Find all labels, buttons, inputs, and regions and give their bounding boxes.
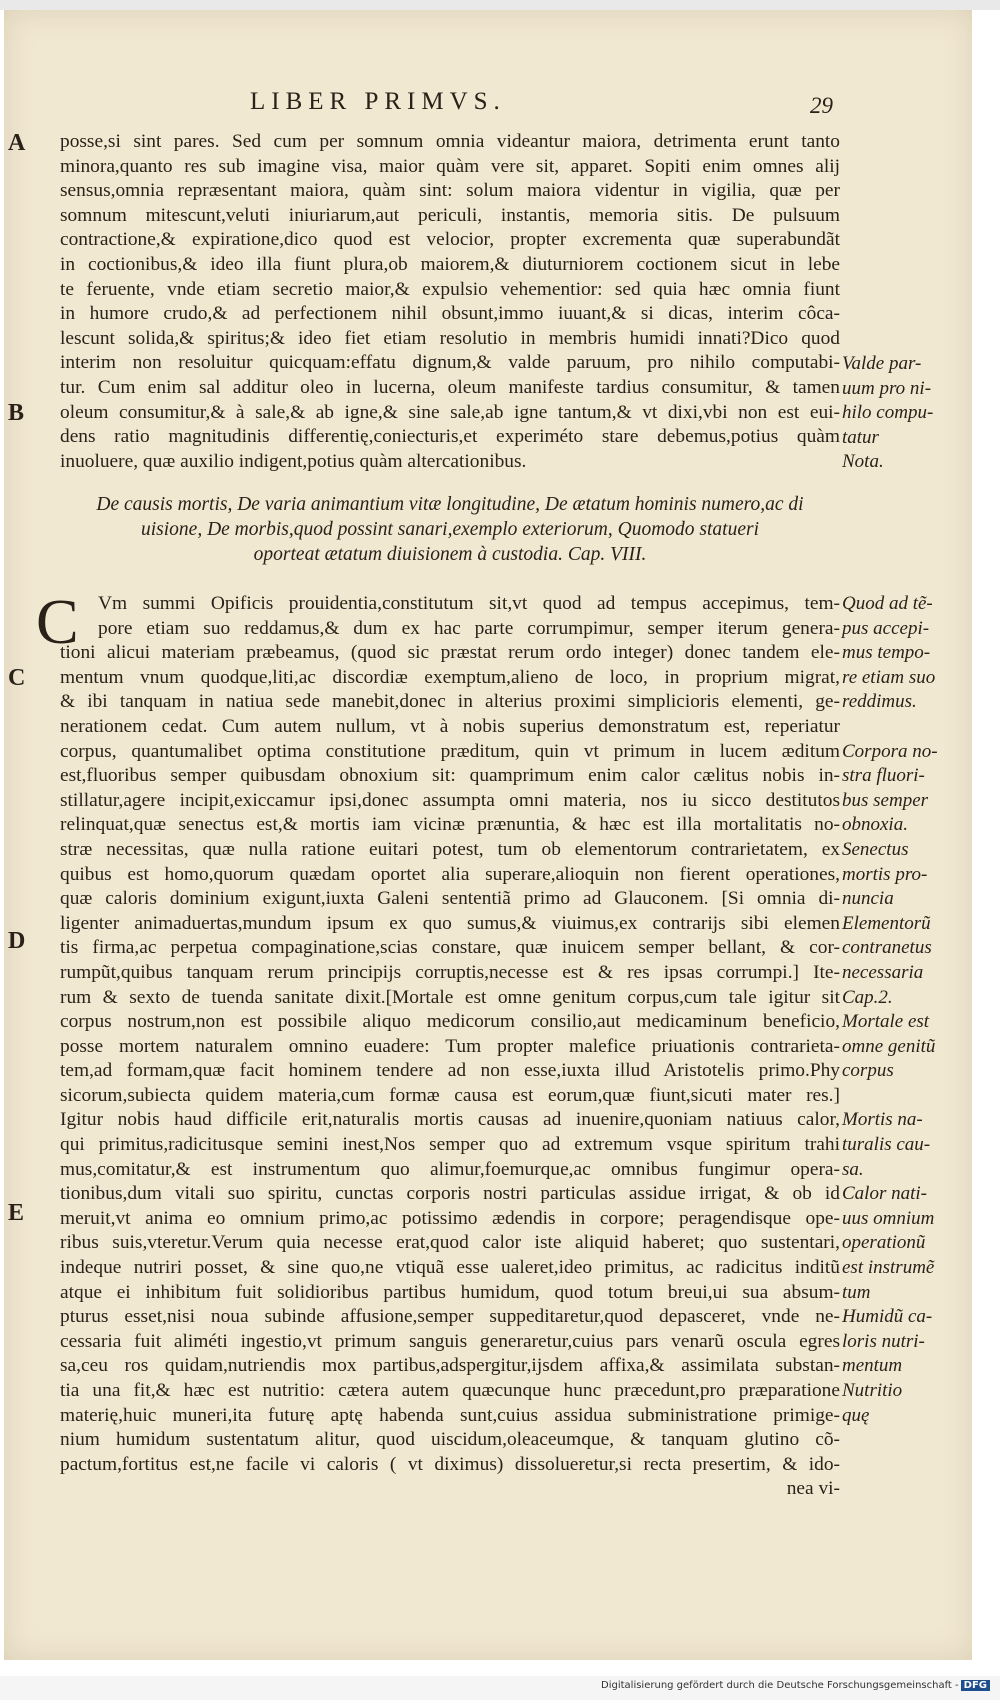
margin-note-line: reddimus. — [842, 691, 917, 713]
text-line: materię,huic muneri,ita futurę aptę habenda sunt,cuius assidua subministratione primige- — [60, 1404, 840, 1426]
section-marker-d: D — [8, 928, 26, 954]
margin-note-line: Cap.2. — [842, 986, 893, 1008]
text-line: inuoluere, quæ auxilio indigent,potius quàm altercationibus. — [60, 450, 527, 472]
margin-note-line: est instrumẽ — [842, 1257, 935, 1279]
text-line: contractione,& expiratione,dico quod est velocior, propter excrementa quæ superabundãt — [60, 229, 840, 251]
text-line: in coctionibus,& ideo illa fiunt plura,ob maiorem,& diuturniorem coctionem sicut in lebe — [60, 253, 840, 275]
text-line: tis firma,ac perpetua compaginatione,scias constare, quæ inuicem semper bellant, & cor- — [60, 937, 840, 959]
margin-note-line: necessaria — [842, 961, 924, 983]
text-line: pactum,fortitus est,ne facile vi caloris ( vt diximus) dissolueretur,si recta presertim, & ido- — [60, 1453, 840, 1475]
heading-line: oporteat ætatum diuisionem à custodia. Cap. VIII. — [253, 544, 647, 565]
margin-note-line: nuncia — [842, 888, 894, 910]
margin-note-line: Mortis na- — [842, 1109, 923, 1131]
text-line: tur. Cum enim sal additur oleo in lucerna, oleum manifeste tardius consumitur, & tamen — [60, 376, 840, 398]
margin-note-line — [842, 715, 967, 740]
margin-note-line: Humidũ ca- — [842, 1306, 933, 1328]
text-line: & ibi tanquam in natiua sede manebit,donec in alterius proximi simplicioris elementi, ge- — [60, 691, 840, 713]
text-line: stræ necessitas, quæ nulla ratione euitari potest, tum ob elementorum contrarietatem, ex — [60, 838, 840, 860]
margin-note-line: uum pro ni- — [842, 377, 932, 399]
text-line: est,fluoribus semper quibusdam obnoxium sit: quamprimum enim calor cælitus nobis in- — [60, 765, 840, 787]
text-line: pore etiam suo reddamus,& dum ex hac parte corrumpimur, semper iterum genera- — [98, 617, 840, 639]
margin-note-line: loris nutri- — [842, 1330, 925, 1352]
page-number: 29 — [810, 93, 833, 118]
text-line: somnum mitescunt,veluti iniuriarum,aut periculi, instantis, memoria sitis. De pulsuum — [60, 204, 840, 226]
margin-note-line: Quod ad tẽ- — [842, 593, 933, 614]
text-line: pturus esset,nisi noua subinde affusione,semper suppeditaretur,quod depasceret, vnde ne- — [60, 1306, 840, 1328]
text-line: sicorum,subiecta quidem materia,cum formæ causa est eorum,quæ fiunt,sicuti mater res.] — [60, 1084, 840, 1106]
section-marker-c: C — [8, 665, 26, 691]
text-line: indeque nutriri posset, & sine quo,ne vtiquã esse ualeret,ideo primitus, ac radicitus inditũ — [60, 1257, 840, 1279]
text-line: minora,quanto res sub imagine visa, maior quàm vere sit, apparet. Sopiti enim omnes alij — [60, 155, 840, 177]
text-line: tionibus,dum vitali suo spiritu, cunctas corporis nostri particulas assidue irrigat, & ob id — [60, 1183, 840, 1205]
page-edge — [972, 10, 1000, 1660]
text-line: Vm summi Opificis prouidentia,constitutum sit,vt quod ad tempus accepimus, tem- — [98, 593, 840, 614]
text-line: lescunt solida,& spiritus;& ideo fiet etiam resolutio in membris humidi innati?Dico quod — [60, 327, 840, 349]
text-line: tioni alicui materiam præbeamus, (quod sic præstat rerum ordo integer) donec tandem ele- — [60, 642, 840, 664]
text-line: qui primitus,radicitusque semini inest,Nos semper quo ad extremum vsque spiritum trahi — [60, 1134, 840, 1156]
text-line: ligenter animaduertas,mundum ipsum ex quo sumus,& viuimus,ex contrarijs sibi elemen — [60, 912, 840, 934]
margin-note-line: Valde par- — [842, 353, 922, 374]
margin-note-line: obnoxia. — [842, 814, 908, 836]
text-line: interim non resoluitur quicquam:effatu dignum,& valde paruum, pro nihilo computabi- — [60, 352, 840, 374]
text-line: rum & sexto de tuenda sanitate dixit.[Mortale est omne genitum corpus,cum tale igitur sit — [60, 986, 840, 1008]
margin-note-line: operationũ — [842, 1232, 926, 1254]
text-line: tia una fit,& hæc est nutritio: cætera autem quæcunque hunc præcedunt,pro præparatione — [60, 1380, 840, 1401]
margin-note-line: sa. — [842, 1158, 864, 1180]
text-line: dens ratio magnitudinis differentię,coniecturis,et experiméto stare debemus,potius quàm — [60, 426, 840, 448]
text-line: relinquat,quæ senectus est,& mortis iam vicinæ prænuntia, & hæc est illa mortalitatis no- — [60, 814, 840, 836]
heading-line: De causis mortis, De varia animantium vitæ longitudine, De ætatum hominis numero,ac di — [96, 494, 804, 515]
margin-note-line: tum — [842, 1281, 871, 1303]
margin-note-line: mus tempo- — [842, 642, 931, 664]
text-line: te feruente, vnde etiam secretio maior,& expulsio vehementior: sed quia hæc omnia fiunt — [60, 278, 840, 300]
footer-credit — [601, 1680, 990, 1691]
footer-bar — [0, 1676, 1000, 1700]
text-line: mentum vnum quodque,liti,ac discordiæ exemptum,alieno de loco, in proprium migrat, — [60, 666, 840, 688]
text-line: nerationem cedat. Cum autem nullum, vt à nobis superius demonstratum est, reperiatur — [60, 715, 840, 737]
margin-note-line — [842, 1084, 967, 1109]
text-line: Igitur nobis haud difficile erit,naturalis mortis causas ad inuenire,quoniam natiuus calor, — [60, 1109, 840, 1131]
margin-note-line: mortis pro- — [842, 863, 928, 885]
margin-note-line: corpus — [842, 1060, 894, 1082]
footer-text: Digitalisierung gefördert durch die Deutsche Forschungsgemeinschaft - — [601, 1680, 959, 1691]
body-text-block-1 — [60, 130, 840, 474]
text-line: posse,si sint pares. Sed cum per somnum omnia videantur maiora, detrimenta erunt tanto — [60, 131, 840, 152]
margin-note-line: contranetus — [842, 937, 932, 959]
margin-note-line: turalis cau- — [842, 1134, 931, 1156]
margin-note-line: quę — [842, 1404, 870, 1426]
drop-cap: C — [36, 586, 79, 657]
section-marker-a: A — [8, 130, 26, 156]
text-line: quibus est homo,quorum quædam oportet alia superare,alioquin non fierent operationes, — [60, 863, 840, 885]
text-line: posse mortem naturalem omnino euadere: Tum propter malefice priuationis contrarieta- — [60, 1035, 840, 1057]
text-line: rumpũt,quibus tanquam rerum principijs corruptis,necesse est & res ipsas corrumpi.] Ite- — [60, 961, 840, 983]
text-line: mus,comitatur,& est instrumentum quo alimur,foemurque,ac omnibus fungimur opera- — [60, 1158, 840, 1180]
text-line: cessaria fuit aliméti ingestio,vt primum sanguis generaretur,cuius pars venarũ oscula egres — [60, 1330, 840, 1352]
margin-note-line: Mortale est — [842, 1011, 930, 1033]
margin-notes-2 — [842, 592, 967, 1428]
margin-note-line: hilo compu- — [842, 402, 934, 424]
text-line: meruit,vt anima eo omnium primo,ac potissimo ædendis in corpore; peragendisque ope- — [60, 1207, 840, 1229]
margin-note-line: bus semper — [842, 789, 929, 811]
text-line: nium humidum sustentatum alitur, quod uiscidum,oleaceumque, & tanquam glutino cõ- — [60, 1429, 840, 1451]
margin-note-line: Senectus — [842, 838, 909, 860]
margin-note-line: Corpora no- — [842, 740, 938, 762]
margin-note-line: Elementorũ — [842, 912, 931, 934]
text-line: corpus, quantumalibet optima constitutione præditum, quin vt primum in lucem æditum — [60, 740, 840, 762]
dfg-logo: DFG — [961, 1680, 990, 1691]
text-line: ribus suis,vteretur.Verum quia necesse erat,quod calor iste aliquid haberet; quo sustentari, — [60, 1232, 840, 1254]
text-line: in humore crudo,& ad perfectionem nihil obsunt,immo iuuant,& si dicas, interim côca- — [60, 303, 840, 325]
top-band — [0, 0, 1000, 10]
text-line: atque ei inhibitum fuit solidioribus partibus humidum, quod totum breui,ui sua absum- — [60, 1281, 840, 1303]
margin-note-line: uus omnium — [842, 1207, 935, 1229]
margin-note-line: mentum — [842, 1355, 903, 1377]
section-marker-e: E — [8, 1200, 25, 1226]
body-text-block-2 — [60, 592, 840, 1502]
margin-notes-1 — [842, 352, 967, 475]
text-line: tem,ad formam,quæ facit hominem tendere ad non esse,iuxta illud Aristotelis primo.Phy — [60, 1060, 840, 1082]
text-line: sa,ceu ros quidam,nutriendis mox partibus,adspergitur,ijsdem affixa,& assimilata substan- — [60, 1355, 840, 1377]
margin-note-line: Nutritio — [842, 1380, 903, 1401]
text-line: quæ caloris dominium exigunt,iuxta Galeni sententiã primo ad Glauconem. [Si omnia di- — [60, 888, 840, 910]
text-line: sensus,omnia repræsentant maiora, quàm sint: solum maiora videntur in vigilia, quæ per — [60, 180, 840, 202]
margin-note-line: Calor nati- — [842, 1183, 927, 1205]
heading-line: uisione, De morbis,quod possint sanari,exemplo exteriorum, Quomodo statueri — [140, 519, 759, 540]
text-line: corpus nostrum,non est possibile aliquo medicorum consilio,aut medicaminum beneficio, — [60, 1011, 840, 1033]
chapter-heading — [60, 492, 840, 567]
margin-note-line: omne genitũ — [842, 1035, 936, 1057]
margin-note-line: re etiam suo — [842, 666, 936, 688]
running-title: LIBER PRIMVS. — [250, 88, 506, 115]
margin-note-line: pus accepi- — [842, 617, 930, 639]
margin-note-line: tatur — [842, 426, 879, 448]
margin-note-line: Nota. — [842, 451, 884, 473]
text-line: oleum consumitur,& à sale,& ab igne,& sine sale,ab igne tantum,& vt dixi,vbi non est eui- — [60, 401, 840, 423]
section-marker-b: B — [8, 400, 25, 426]
text-line: stillatur,agere incipit,exiccamur ipsi,donec assumpta omni materia, nos iu sicco destitutos — [60, 789, 840, 811]
catchword: nea vi- — [786, 1478, 840, 1500]
margin-note-line: stra fluori- — [842, 765, 925, 787]
